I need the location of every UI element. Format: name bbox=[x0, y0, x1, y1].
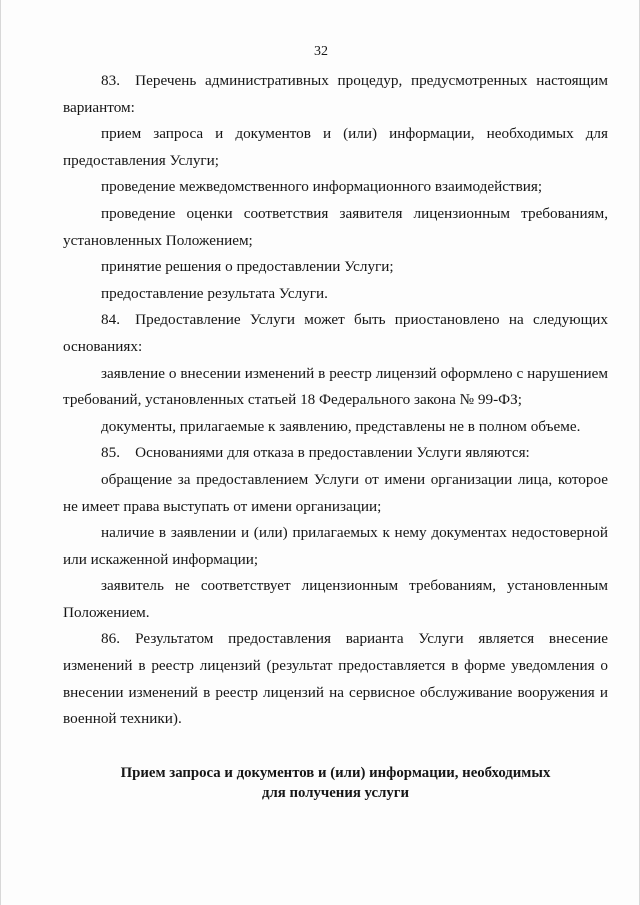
list-item-result-delivery: предоставление результата Услуги. bbox=[101, 284, 328, 302]
list-item-compliance-assessment: проведение оценки соответствия заявителя лицензионным требованиям, установленных Положением; bbox=[63, 204, 608, 249]
list-item-receive-request: прием запроса и документов и (или) информации, необходимых для предоставления Услуги; bbox=[63, 125, 608, 169]
section-heading bbox=[63, 763, 608, 803]
list-item-decision: принятие решения о предоставлении Услуги; bbox=[101, 258, 394, 276]
section-heading-line-2: для получения услуги bbox=[261, 785, 410, 801]
paragraph-85: 85. Основаниями для отказа в предоставлении Услуги являются: bbox=[101, 444, 530, 462]
document-body bbox=[63, 68, 608, 733]
paragraph-83: 83. Перечень административных процедур, предусмотренных настоящим вариантом: bbox=[63, 72, 608, 116]
list-item-noncompliance: заявитель не соответствует лицензионным требованиям, установленным Положением. bbox=[63, 577, 608, 621]
section-heading-line-1: Прием запроса и документов и (или) информации, необходимых bbox=[120, 765, 551, 781]
list-item-violation: заявление о внесении изменений в реестр лицензий оформлено с нарушением требований, установленных статьей 18 Федерального закона № 99-ФЗ; bbox=[63, 364, 608, 409]
list-item-interagency-interaction: проведение межведомственного информационного взаимодействия; bbox=[101, 178, 543, 196]
list-item-false-information: наличие в заявлении и (или) прилагаемых к нему документах недостоверной или искаженной информации; bbox=[63, 524, 608, 568]
page-number: 32 bbox=[314, 44, 328, 59]
paragraph-84: 84. Предоставление Услуги может быть приостановлено на следующих основаниях: bbox=[63, 311, 608, 355]
list-item-no-authority: обращение за предоставлением Услуги от имени организации лица, которое не имеет права выступать от имени организации; bbox=[63, 470, 608, 515]
list-item-incomplete-documents: документы, прилагаемые к заявлению, представлены не в полном объеме. bbox=[101, 417, 581, 435]
paragraph-86: 86. Результатом предоставления варианта Услуги является внесение изменений в реестр лицензий (результат предоставляется в форме уведомления о внесении изменений в реестр лицензий на сервисное обслуживание вооружения и военной техники). bbox=[63, 630, 608, 728]
